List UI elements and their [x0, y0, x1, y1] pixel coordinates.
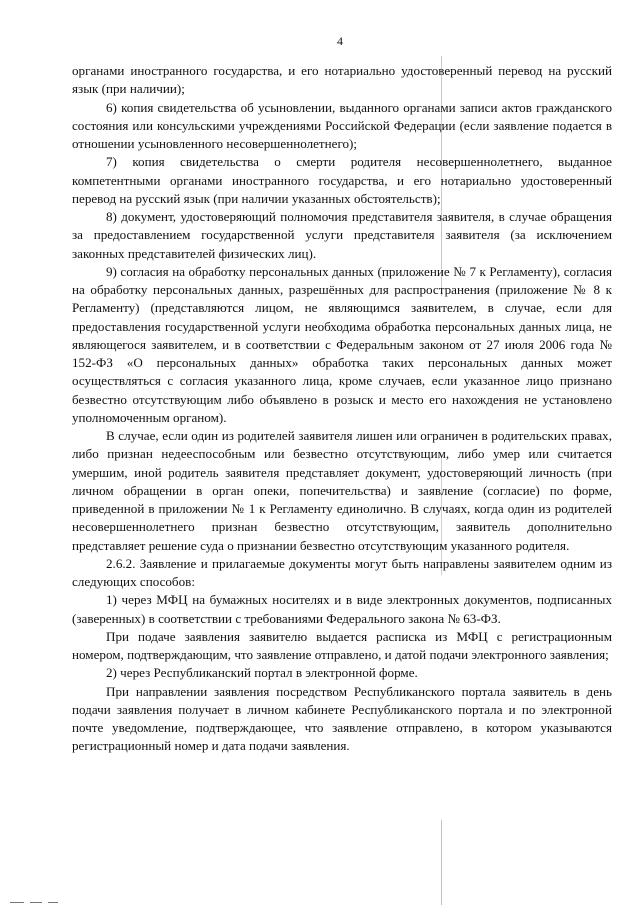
paragraph-item-9: 9) согласия на обработку персональных данных (приложение № 7 к Регламенту), согласия на обработку персональных данных, разрешённых для распространения (приложение № 8 к Регламенту) (представляются лицом, не являющимся заявителем, в случае, если для предоставления государственной услуги необходима обработка персональных данных лица, не являющегося заявителем, и в соответствии с Федеральным законом от 27 июля 2006 года № 152-ФЗ «О персональных данных» обработка таких персональных данных может осуществляться с согласия указанного лица, кроме случаев, если указанное лицо признано безвестно отсутствующим либо объявлено в розыск и место его нахождения не установлено уполномоченным органом). [72, 263, 612, 425]
scan-fold-line [441, 820, 442, 905]
paragraph-parents-case: В случае, если один из родителей заявителя лишен или ограничен в родительских правах, либо признан недееспособным или безвестно отсутствующим, либо умер или считается умершим, иной родитель заявителя представляет документ, удостоверяющий личность (при личном обращении в орган опеки, попечительства) и заявление (согласие) по форме, приведенной в приложении № 1 к Регламенту единолично. В случаях, когда один из родителей несовершеннолетнего признан безвестно отсутствующим, заявитель дополнительно представляет решение суда о признании безвестно отсутствующим указанного родителя. [72, 428, 612, 553]
scan-artifact [10, 902, 24, 903]
scan-artifact [30, 902, 42, 903]
paragraph-item-8: 8) документ, удостоверяющий полномочия представителя заявителя, в случае обращения за предоставлением государственной услуги представителя заявителя (за исключением законных представителей физических лиц). [72, 209, 612, 261]
page-number: 4 [337, 34, 343, 48]
paragraph-section-2-6-2: 2.6.2. Заявление и прилагаемые документы могут быть направлены заявителем одним из следующих способов: [72, 555, 612, 589]
paragraph-method-1: 1) через МФЦ на бумажных носителях и в виде электронных документов, подписанных (заверенных) в соответствии с требованиями Федерального закона № 63-ФЗ. [72, 592, 612, 626]
paragraph-continuation: органами иностранного государства, и его нотариально удостоверенный перевод на русский язык (при наличии); [72, 63, 612, 97]
paragraph-item-7: 7) копия свидетельства о смерти родителя несовершеннолетнего, выданное компетентными органами иностранного государства, и его нотариально удостоверенный перевод на русский язык (при наличии указанных обстоятельств); [72, 154, 612, 206]
document-body [72, 62, 612, 756]
scan-artifact [48, 902, 58, 903]
paragraph-portal-notification: При направлении заявления посредством Республиканского портала заявитель в день подачи заявления получает в личном кабинете Республиканского портала и по электронной почте уведомление, подтверждающее, что заявление отправлено, в котором указываются регистрационный номер и дата подачи заявления. [72, 683, 612, 754]
paragraph-mfc-receipt: При подаче заявления заявителю выдается расписка из МФЦ с регистрационным номером, подтверждающим, что заявление отправлено, и датой подачи электронного заявления; [72, 628, 612, 662]
paragraph-item-6: 6) копия свидетельства об усыновлении, выданного органами записи актов гражданского состояния или консульскими учреждениями Российской Федерации (если заявление подается в отношении усыновленного несовершеннолетнего); [72, 99, 612, 151]
paragraph-method-2: 2) через Республиканский портал в электронной форме. [106, 665, 418, 681]
